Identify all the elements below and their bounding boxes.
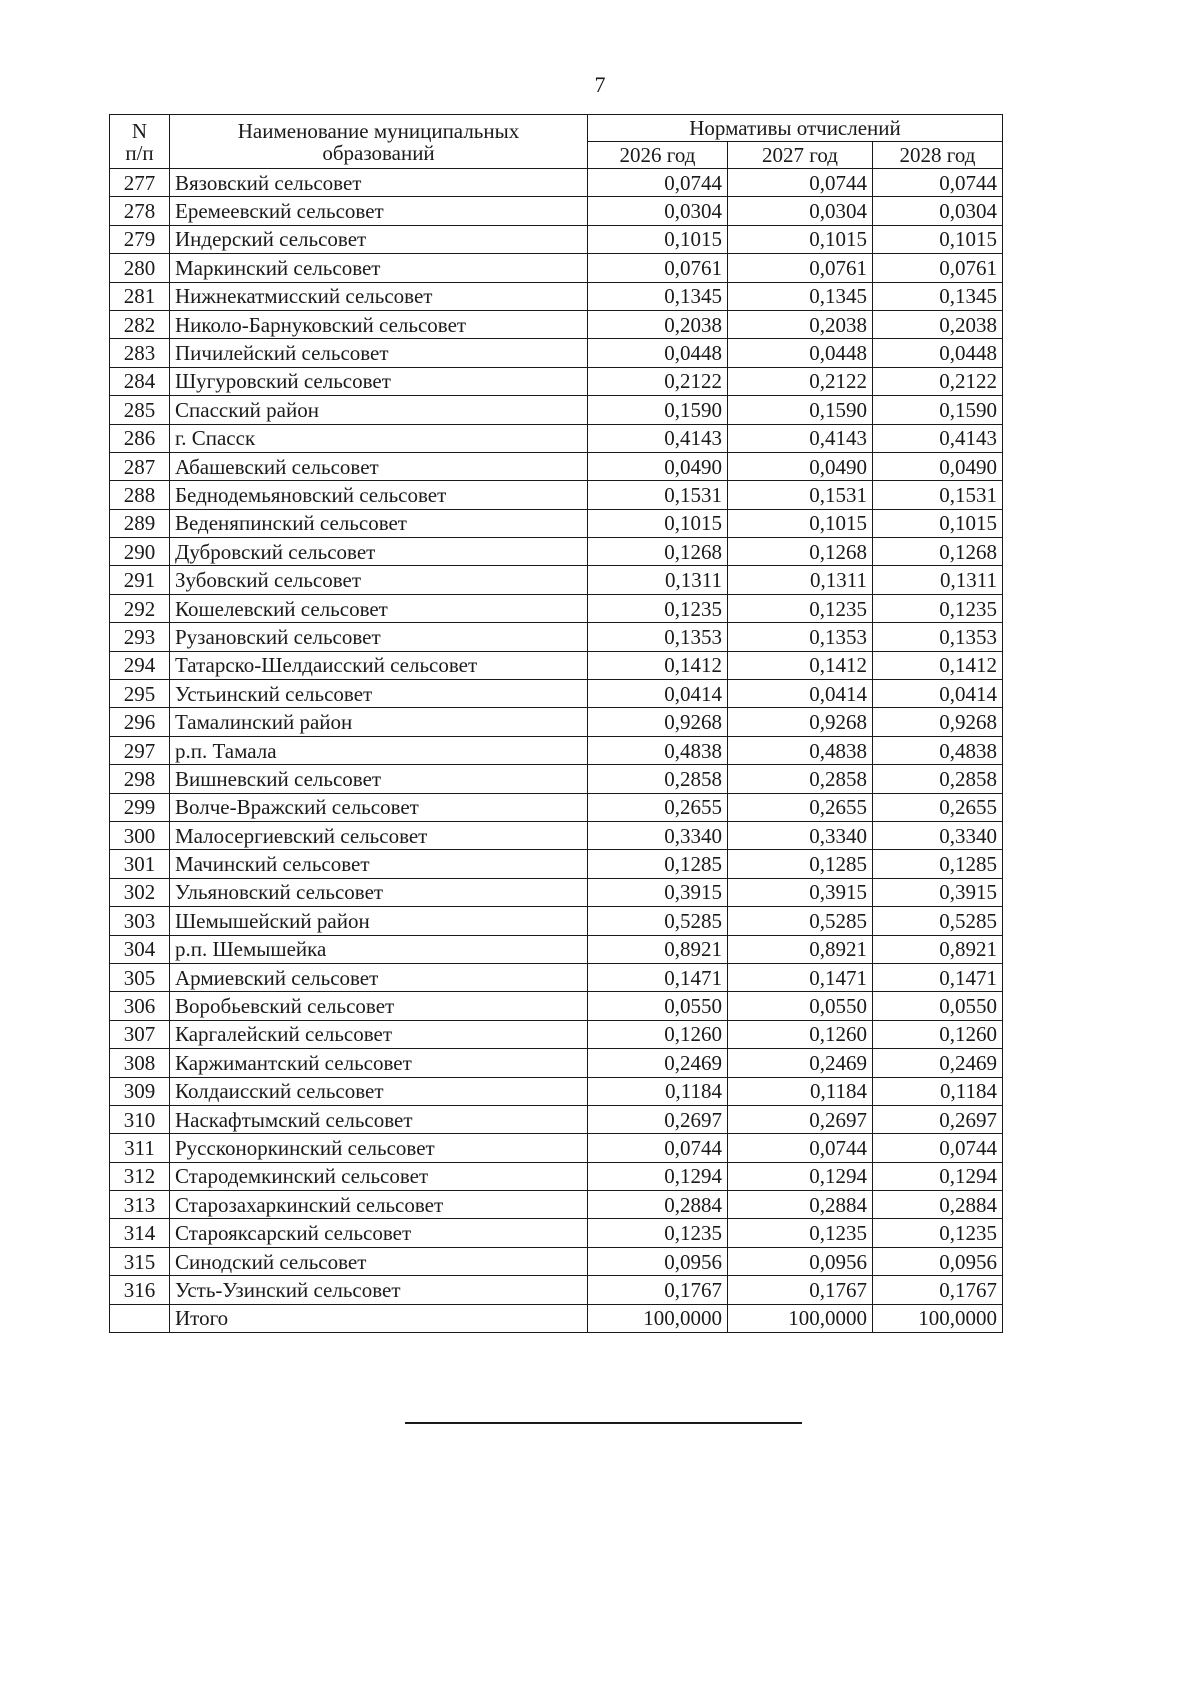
row-municipality-name: Воробьевский сельсовет: [170, 992, 588, 1020]
row-value-2028: 0,1412: [873, 651, 1003, 679]
row-number: 307: [110, 1020, 170, 1048]
row-value-2028: 0,2122: [873, 367, 1003, 395]
row-value-2028: 0,1767: [873, 1276, 1003, 1304]
row-municipality-name: Вишневский сельсовет: [170, 765, 588, 793]
row-value-2028: 0,2697: [873, 1105, 1003, 1133]
row-value-2026: 0,1353: [588, 623, 728, 651]
row-value-2028: 0,0490: [873, 452, 1003, 480]
row-value-2027: 0,1590: [728, 396, 873, 424]
row-municipality-name: Индерский сельсовет: [170, 225, 588, 253]
row-value-2027: 0,1345: [728, 282, 873, 310]
row-value-2028: 0,1184: [873, 1077, 1003, 1105]
row-value-2026: 0,0490: [588, 452, 728, 480]
row-number: 283: [110, 339, 170, 367]
row-value-2026: 0,3340: [588, 821, 728, 849]
header-name-line1: Наименование муниципальных: [237, 118, 520, 143]
row-value-2027: 0,4838: [728, 736, 873, 764]
row-municipality-name: Абашевский сельсовет: [170, 452, 588, 480]
table-row: [110, 225, 1003, 253]
row-number: 295: [110, 680, 170, 708]
table-row: [110, 367, 1003, 395]
table-row: [110, 566, 1003, 594]
row-value-2028: 0,1235: [873, 1219, 1003, 1247]
row-number: 288: [110, 481, 170, 509]
table-row: [110, 424, 1003, 452]
row-number: 279: [110, 225, 170, 253]
row-municipality-name: Каргалейский сельсовет: [170, 1020, 588, 1048]
row-value-2027: 0,0304: [728, 197, 873, 225]
row-municipality-name: Мачинский сельсовет: [170, 850, 588, 878]
row-value-2027: 0,2122: [728, 367, 873, 395]
row-value-2027: 0,2697: [728, 1105, 873, 1133]
row-number: 308: [110, 1049, 170, 1077]
row-value-2028: 0,3915: [873, 878, 1003, 906]
row-number: 290: [110, 538, 170, 566]
row-municipality-name: Армиевский сельсовет: [170, 963, 588, 991]
table-row: [110, 1049, 1003, 1077]
table-row: [110, 538, 1003, 566]
table-row: [110, 481, 1003, 509]
row-municipality-name: Николо-Барнуковский сельсовет: [170, 310, 588, 338]
row-value-2026: 0,2122: [588, 367, 728, 395]
row-number: 278: [110, 197, 170, 225]
table-row: [110, 1134, 1003, 1162]
row-value-2028: 0,1471: [873, 963, 1003, 991]
row-value-2027: 0,1260: [728, 1020, 873, 1048]
row-municipality-name: Стародемкинский сельсовет: [170, 1162, 588, 1190]
row-number: 281: [110, 282, 170, 310]
row-value-2028: 0,2858: [873, 765, 1003, 793]
table-row: [110, 396, 1003, 424]
row-number: 306: [110, 992, 170, 1020]
table-row: [110, 1219, 1003, 1247]
row-value-2026: 0,1015: [588, 509, 728, 537]
table-row: [110, 452, 1003, 480]
header-number-line2: п/п: [125, 140, 154, 165]
table-row: [110, 680, 1003, 708]
row-value-2026: 0,1235: [588, 1219, 728, 1247]
row-value-2026: 0,0744: [588, 169, 728, 197]
row-municipality-name: Старозахаркинский сельсовет: [170, 1191, 588, 1219]
row-value-2026: 0,2884: [588, 1191, 728, 1219]
row-value-2026: 0,2858: [588, 765, 728, 793]
table-row: [110, 169, 1003, 197]
row-number: 284: [110, 367, 170, 395]
row-value-2026: 0,3915: [588, 878, 728, 906]
row-number: 305: [110, 963, 170, 991]
table-row: [110, 821, 1003, 849]
header-number-line1: N: [131, 118, 148, 143]
total-row: [110, 1304, 1003, 1332]
row-number: 297: [110, 736, 170, 764]
table-row: [110, 339, 1003, 367]
row-number: 298: [110, 765, 170, 793]
row-municipality-name: Маркинский сельсовет: [170, 254, 588, 282]
row-number: 309: [110, 1077, 170, 1105]
row-value-2028: 0,5285: [873, 907, 1003, 935]
total-label: Итого: [170, 1304, 588, 1332]
row-value-2027: 0,9268: [728, 708, 873, 736]
row-value-2026: 0,0550: [588, 992, 728, 1020]
row-value-2027: 0,1471: [728, 963, 873, 991]
row-municipality-name: Синодский сельсовет: [170, 1247, 588, 1275]
row-value-2028: 0,8921: [873, 935, 1003, 963]
row-municipality-name: Еремеевский сельсовет: [170, 197, 588, 225]
table-row: [110, 1191, 1003, 1219]
table-row: [110, 1162, 1003, 1190]
row-value-2028: 0,9268: [873, 708, 1003, 736]
row-value-2026: 0,1285: [588, 850, 728, 878]
norms-table: [109, 114, 1003, 1333]
row-municipality-name: Ульяновский сельсовет: [170, 878, 588, 906]
row-value-2026: 0,1767: [588, 1276, 728, 1304]
row-value-2027: 0,1235: [728, 1219, 873, 1247]
table-row: [110, 708, 1003, 736]
row-municipality-name: Кошелевский сельсовет: [170, 594, 588, 622]
row-value-2028: 0,1353: [873, 623, 1003, 651]
row-number: 304: [110, 935, 170, 963]
table-row: [110, 850, 1003, 878]
row-number: 312: [110, 1162, 170, 1190]
row-municipality-name: р.п. Тамала: [170, 736, 588, 764]
row-value-2028: 0,4838: [873, 736, 1003, 764]
row-value-2028: 0,0761: [873, 254, 1003, 282]
row-value-2027: 0,1184: [728, 1077, 873, 1105]
row-value-2027: 0,0414: [728, 680, 873, 708]
row-number: 299: [110, 793, 170, 821]
row-value-2026: 0,1015: [588, 225, 728, 253]
row-municipality-name: Колдаисский сельсовет: [170, 1077, 588, 1105]
row-municipality-name: Веденяпинский сельсовет: [170, 509, 588, 537]
row-value-2028: 0,2655: [873, 793, 1003, 821]
row-municipality-name: Волче-Вражский сельсовет: [170, 793, 588, 821]
row-number: 315: [110, 1247, 170, 1275]
row-value-2028: 0,2469: [873, 1049, 1003, 1077]
row-number: 296: [110, 708, 170, 736]
row-value-2028: 0,3340: [873, 821, 1003, 849]
row-municipality-name: Каржимантский сельсовет: [170, 1049, 588, 1077]
row-municipality-name: Зубовский сельсовет: [170, 566, 588, 594]
row-value-2027: 0,0550: [728, 992, 873, 1020]
row-value-2027: 0,2884: [728, 1191, 873, 1219]
row-value-2027: 0,2038: [728, 310, 873, 338]
row-value-2027: 0,0956: [728, 1247, 873, 1275]
table-row: [110, 736, 1003, 764]
row-value-2028: 0,0744: [873, 1134, 1003, 1162]
row-value-2026: 0,0414: [588, 680, 728, 708]
page-number: 7: [594, 72, 606, 97]
row-value-2026: 0,1260: [588, 1020, 728, 1048]
row-value-2027: 0,1268: [728, 538, 873, 566]
row-municipality-name: Усть-Узинский сельсовет: [170, 1276, 588, 1304]
row-value-2028: 0,0448: [873, 339, 1003, 367]
row-municipality-name: Спасский район: [170, 396, 588, 424]
row-value-2027: 0,4143: [728, 424, 873, 452]
row-value-2026: 0,1311: [588, 566, 728, 594]
row-value-2026: 0,1471: [588, 963, 728, 991]
table-row: [110, 878, 1003, 906]
row-number: 301: [110, 850, 170, 878]
row-value-2026: 0,1531: [588, 481, 728, 509]
row-municipality-name: Дубровский сельсовет: [170, 538, 588, 566]
row-value-2026: 0,9268: [588, 708, 728, 736]
header-year-2026: 2026 год: [588, 142, 728, 169]
row-value-2026: 0,1294: [588, 1162, 728, 1190]
row-value-2027: 0,1311: [728, 566, 873, 594]
row-value-2028: 0,1285: [873, 850, 1003, 878]
row-municipality-name: Тамалинский район: [170, 708, 588, 736]
row-value-2026: 0,1590: [588, 396, 728, 424]
table-row: [110, 623, 1003, 651]
row-value-2027: 0,0761: [728, 254, 873, 282]
row-number: 311: [110, 1134, 170, 1162]
header-year-2028: 2028 год: [873, 142, 1003, 169]
row-value-2026: 0,0744: [588, 1134, 728, 1162]
row-value-2027: 0,3340: [728, 821, 873, 849]
row-value-2026: 0,8921: [588, 935, 728, 963]
table-row: [110, 509, 1003, 537]
row-value-2027: 0,1767: [728, 1276, 873, 1304]
row-number: 310: [110, 1105, 170, 1133]
row-value-2027: 0,2469: [728, 1049, 873, 1077]
row-number: 302: [110, 878, 170, 906]
row-value-2028: 0,0414: [873, 680, 1003, 708]
row-municipality-name: Устьинский сельсовет: [170, 680, 588, 708]
table-row: [110, 254, 1003, 282]
row-municipality-name: Нижнекатмисский сельсовет: [170, 282, 588, 310]
row-value-2026: 0,2697: [588, 1105, 728, 1133]
row-number: 292: [110, 594, 170, 622]
bottom-rule: [405, 1422, 802, 1424]
row-number: 291: [110, 566, 170, 594]
row-value-2028: 0,1294: [873, 1162, 1003, 1190]
table-row: [110, 310, 1003, 338]
row-value-2026: 0,1345: [588, 282, 728, 310]
row-value-2028: 0,1268: [873, 538, 1003, 566]
row-municipality-name: р.п. Шемышейка: [170, 935, 588, 963]
row-value-2026: 0,1184: [588, 1077, 728, 1105]
header-group: Нормативы отчислений: [588, 115, 1003, 142]
row-value-2027: 0,5285: [728, 907, 873, 935]
row-value-2026: 0,4838: [588, 736, 728, 764]
row-number: 277: [110, 169, 170, 197]
table-row: [110, 1105, 1003, 1133]
row-municipality-name: Шемышейский район: [170, 907, 588, 935]
row-value-2026: 0,1268: [588, 538, 728, 566]
row-value-2027: 0,2858: [728, 765, 873, 793]
row-number: 289: [110, 509, 170, 537]
row-value-2027: 0,0490: [728, 452, 873, 480]
header-year-2027: 2027 год: [728, 142, 873, 169]
table-row: [110, 282, 1003, 310]
table-row: [110, 197, 1003, 225]
row-value-2027: 0,1294: [728, 1162, 873, 1190]
row-value-2027: 0,2655: [728, 793, 873, 821]
table-header: [110, 115, 1003, 169]
row-value-2027: 0,8921: [728, 935, 873, 963]
row-value-2028: 0,1590: [873, 396, 1003, 424]
row-value-2026: 0,2038: [588, 310, 728, 338]
header-name-line2: образований: [322, 140, 435, 165]
row-value-2027: 0,1235: [728, 594, 873, 622]
row-value-2028: 0,2884: [873, 1191, 1003, 1219]
row-municipality-name: Малосергиевский сельсовет: [170, 821, 588, 849]
table-row: [110, 1247, 1003, 1275]
row-number: 287: [110, 452, 170, 480]
total-value-2028: 100,0000: [873, 1304, 1003, 1332]
row-number: 282: [110, 310, 170, 338]
row-municipality-name: Пичилейский сельсовет: [170, 339, 588, 367]
row-value-2027: 0,1353: [728, 623, 873, 651]
table-row: [110, 1020, 1003, 1048]
row-municipality-name: Старояксарский сельсовет: [170, 1219, 588, 1247]
row-value-2027: 0,0744: [728, 169, 873, 197]
row-municipality-name: Вязовский сельсовет: [170, 169, 588, 197]
row-value-2026: 0,0956: [588, 1247, 728, 1275]
row-number: 303: [110, 907, 170, 935]
row-value-2027: 0,0744: [728, 1134, 873, 1162]
table-row: [110, 963, 1003, 991]
row-value-2026: 0,5285: [588, 907, 728, 935]
row-value-2026: 0,4143: [588, 424, 728, 452]
row-municipality-name: Татарско-Шелдаисский сельсовет: [170, 651, 588, 679]
row-value-2026: 0,2469: [588, 1049, 728, 1077]
row-number: 294: [110, 651, 170, 679]
row-value-2028: 0,1531: [873, 481, 1003, 509]
row-value-2028: 0,4143: [873, 424, 1003, 452]
row-value-2026: 0,0304: [588, 197, 728, 225]
row-value-2028: 0,0956: [873, 1247, 1003, 1275]
table-row: [110, 765, 1003, 793]
table-row: [110, 651, 1003, 679]
row-value-2028: 0,2038: [873, 310, 1003, 338]
table-row: [110, 935, 1003, 963]
row-value-2027: 0,3915: [728, 878, 873, 906]
row-value-2026: 0,1412: [588, 651, 728, 679]
row-municipality-name: Наскафтымский сельсовет: [170, 1105, 588, 1133]
row-value-2028: 0,1235: [873, 594, 1003, 622]
row-value-2026: 0,1235: [588, 594, 728, 622]
row-value-2027: 0,1285: [728, 850, 873, 878]
row-number: 293: [110, 623, 170, 651]
row-value-2027: 0,1015: [728, 225, 873, 253]
header-name: [170, 115, 588, 169]
row-number: 280: [110, 254, 170, 282]
row-value-2028: 0,0550: [873, 992, 1003, 1020]
row-number: 285: [110, 396, 170, 424]
row-value-2028: 0,1015: [873, 509, 1003, 537]
header-number: [110, 115, 170, 169]
row-value-2026: 0,2655: [588, 793, 728, 821]
table-body: [110, 169, 1003, 1333]
row-value-2028: 0,1015: [873, 225, 1003, 253]
row-value-2027: 0,0448: [728, 339, 873, 367]
row-municipality-name: Беднодемьяновский сельсовет: [170, 481, 588, 509]
row-value-2027: 0,1015: [728, 509, 873, 537]
row-municipality-name: Руссконоркинский сельсовет: [170, 1134, 588, 1162]
total-number: [110, 1304, 170, 1332]
row-municipality-name: г. Спасск: [170, 424, 588, 452]
table-row: [110, 992, 1003, 1020]
row-value-2028: 0,1345: [873, 282, 1003, 310]
table-row: [110, 907, 1003, 935]
row-value-2028: 0,0744: [873, 169, 1003, 197]
row-value-2028: 0,1311: [873, 566, 1003, 594]
row-value-2027: 0,1412: [728, 651, 873, 679]
table-row: [110, 1077, 1003, 1105]
table-row: [110, 1276, 1003, 1304]
row-municipality-name: Рузановский сельсовет: [170, 623, 588, 651]
table-row: [110, 594, 1003, 622]
row-number: 286: [110, 424, 170, 452]
row-value-2026: 0,0761: [588, 254, 728, 282]
row-number: 316: [110, 1276, 170, 1304]
row-municipality-name: Шугуровский сельсовет: [170, 367, 588, 395]
row-value-2028: 0,0304: [873, 197, 1003, 225]
row-number: 300: [110, 821, 170, 849]
table-row: [110, 793, 1003, 821]
total-value-2026: 100,0000: [588, 1304, 728, 1332]
total-value-2027: 100,0000: [728, 1304, 873, 1332]
row-value-2027: 0,1531: [728, 481, 873, 509]
row-value-2028: 0,1260: [873, 1020, 1003, 1048]
row-number: 313: [110, 1191, 170, 1219]
row-number: 314: [110, 1219, 170, 1247]
row-value-2026: 0,0448: [588, 339, 728, 367]
